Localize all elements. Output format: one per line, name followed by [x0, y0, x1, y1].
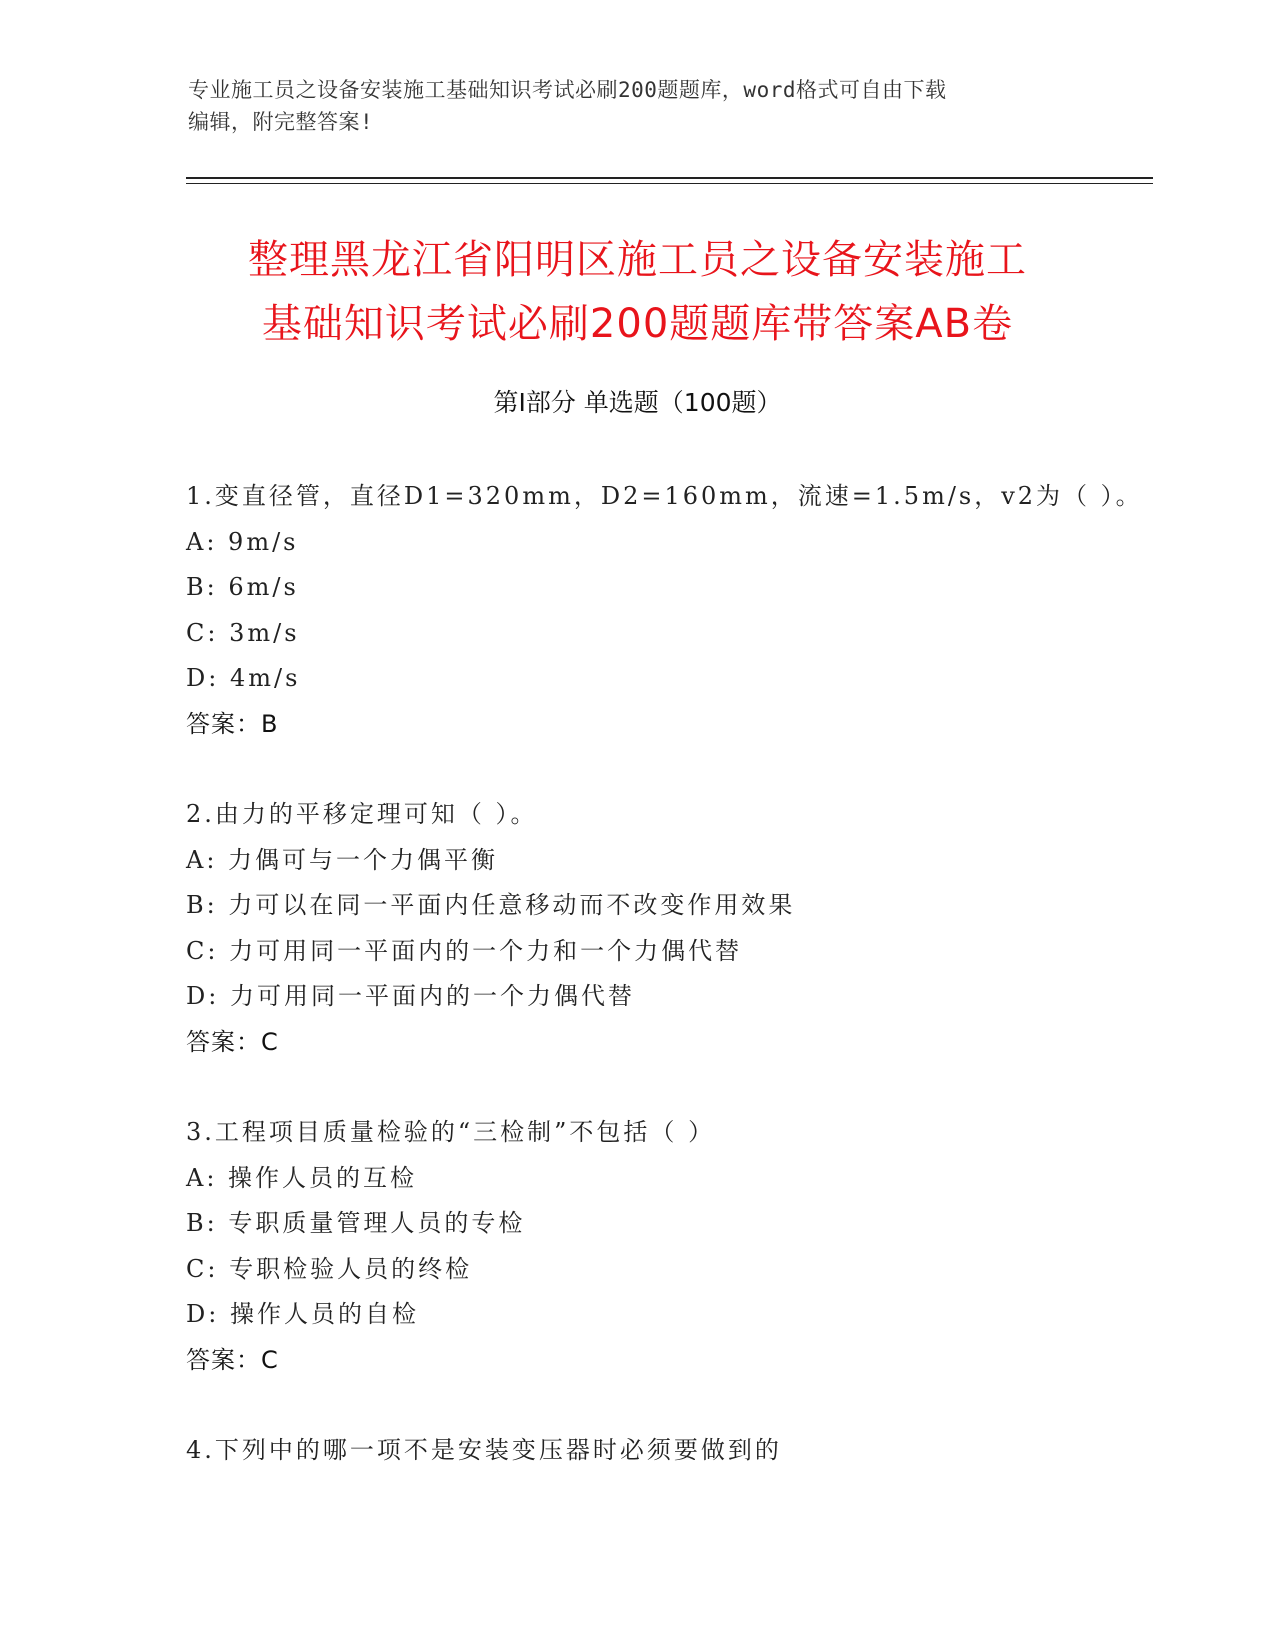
header-divider-thick [186, 177, 1153, 179]
option-b: B: 专职质量管理人员的专检 [186, 1209, 526, 1237]
option-a: A: 操作人员的互检 [186, 1163, 418, 1192]
answer-label: 答案：C [186, 1345, 279, 1374]
option-c: C: 3m/s [186, 618, 300, 647]
option-d: D: 4m/s [186, 664, 301, 692]
document-title-line-1: 整理黑龙江省阳明区施工员之设备安装施工 [248, 237, 1027, 283]
header-note-line-2: 编辑，附完整答案! [188, 110, 374, 134]
option-b: B: 力可以在同一平面内任意移动而不改变作用效果 [186, 891, 796, 919]
header-note [188, 74, 1088, 138]
section-heading: 第Ⅰ部分 单选题（100题） [493, 388, 782, 417]
option-c: C: 专职检验人员的终检 [186, 1254, 473, 1283]
question-list [186, 474, 1146, 1519]
question-stem: 2.由力的平移定理可知（ ）。 [186, 800, 538, 828]
option-c: C: 力可用同一平面内的一个力和一个力偶代替 [186, 936, 743, 965]
answer-label: 答案：C [186, 1027, 279, 1056]
document-title [150, 228, 1125, 356]
option-a: A: 力偶可与一个力偶平衡 [186, 845, 499, 874]
question-stem: 1.变直径管，直径D1=320mm，D2=160mm，流速=1.5m/s，v2为（ ）。 [186, 482, 1143, 510]
question-4 [186, 1428, 1146, 1474]
question-2 [186, 792, 1146, 1065]
option-d: D: 力可用同一平面内的一个力偶代替 [186, 982, 635, 1010]
answer-label: 答案：B [186, 709, 279, 738]
question-stem: 3.工程项目质量检验的“三检制”不包括（ ） [186, 1118, 716, 1146]
question-stem: 4.下列中的哪一项不是安装变压器时必须要做到的 [186, 1436, 782, 1464]
option-b: B: 6m/s [186, 573, 299, 601]
header-note-line-1: 专业施工员之设备安装施工基础知识考试必刷200题题库，word格式可自由下载 [188, 78, 947, 102]
option-d: D: 操作人员的自检 [186, 1300, 419, 1328]
header-divider-thin [186, 183, 1153, 184]
option-a: A: 9m/s [186, 527, 299, 556]
document-title-line-2: 基础知识考试必刷200题题库带答案AB卷 [261, 301, 1014, 347]
question-1 [186, 474, 1146, 747]
question-3 [186, 1110, 1146, 1383]
